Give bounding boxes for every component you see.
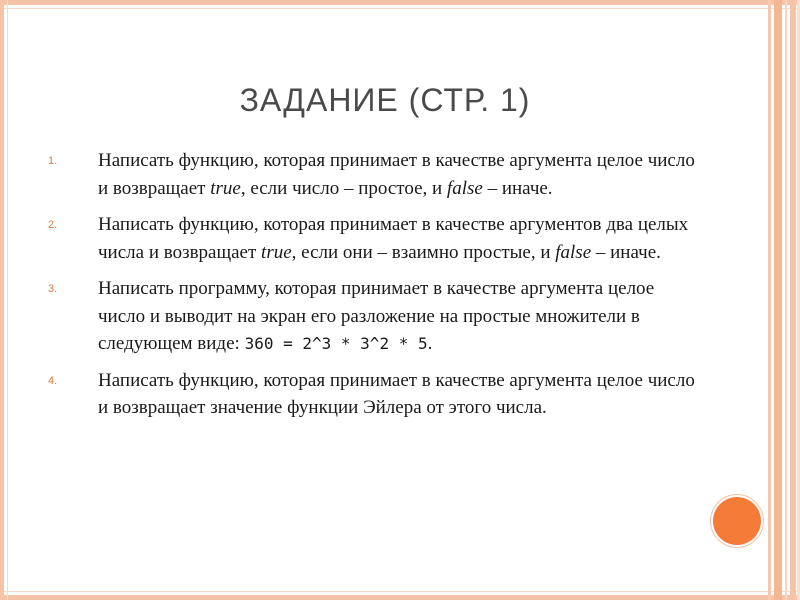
list-item-number: 1.: [48, 155, 58, 167]
decorative-orange-circle: [713, 497, 761, 545]
slide-title: ЗАДАНИЕ (СТР. 1): [239, 82, 531, 118]
right-decor-stripe: [774, 0, 782, 600]
task-text: , если они – взаимно простые, и: [291, 241, 556, 263]
list-item-number: 2.: [48, 219, 58, 231]
frame-bottom-inner-line: [0, 591, 800, 592]
right-decor-stripe: [785, 0, 787, 600]
list-item-number: 4.: [48, 374, 58, 387]
list-item: [46, 367, 696, 422]
frame-bottom-border: [0, 595, 800, 600]
right-decor-stripe: [790, 0, 796, 600]
list-item: [46, 211, 696, 266]
frame-top-inner-line: [0, 8, 800, 9]
list-item: [46, 275, 696, 358]
list-item: [46, 147, 696, 202]
task-list: [46, 147, 696, 431]
task-text: – иначе.: [482, 177, 553, 199]
frame-top-border: [0, 0, 800, 5]
task-text: Написать функцию, которая принимает в качестве аргумента целое число и возвращает: [98, 150, 695, 199]
task-text: .: [427, 333, 433, 354]
task-text: Написать функцию, которая принимает в качестве аргументов два целых числа и возвращает: [98, 214, 689, 263]
keyword-false: false: [446, 177, 483, 199]
list-item-number: 3.: [48, 283, 58, 295]
keyword-true: true: [210, 177, 241, 199]
task-text: Написать функцию, которая принимает в качестве аргумента целое число и возвращает значение функции Эйлера от этого числа.: [98, 369, 695, 418]
keyword-false: false: [555, 241, 592, 263]
task-text: Написать программу, которая принимает в качестве аргумента целое число и выводит на экран его разложение на простые множители в следующем виде:: [98, 278, 655, 354]
keyword-true: true: [261, 241, 292, 263]
task-text: – иначе.: [591, 241, 661, 263]
task-text: , если число – простое, и: [240, 177, 447, 199]
code-example: 360 = 2^3 * 3^2 * 5: [244, 334, 428, 353]
